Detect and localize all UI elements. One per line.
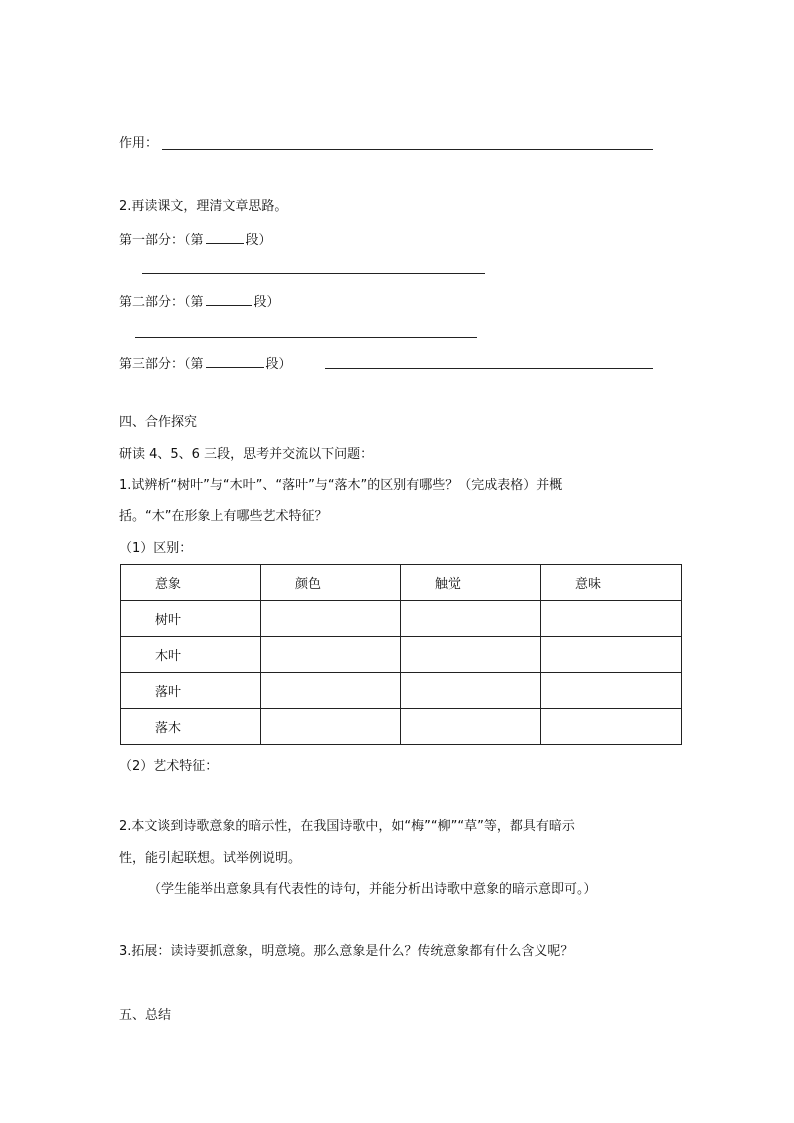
part3-answer-line[interactable] [325,368,653,369]
row-label: 树叶 [155,613,182,628]
sub2-label: （2）艺术特征： [119,759,219,774]
table-header-cell [541,565,682,601]
question2-line2: 性，能引起联想。试举例说明。 [119,851,302,866]
part3-suffix: 段） [265,357,292,372]
table-row [121,709,682,745]
part2-paragraph-blank[interactable] [206,291,252,306]
table-cell[interactable] [261,673,401,709]
table-header-cell [121,565,261,601]
table-row [121,637,682,673]
part1-label: 第一部分：（第 [119,233,204,248]
section4-prompt: 研读 4、5、6 三段，思考并交流以下问题： [119,447,374,462]
table-header-cell [401,565,541,601]
part2-row [119,291,280,312]
part1-answer-line[interactable] [142,273,485,274]
usage-answer-line[interactable] [162,149,653,150]
table-cell[interactable] [541,637,682,673]
sub1-label: （1）区别： [119,541,193,556]
question1-line2: 括。“木”在形象上有哪些艺术特征？ [119,509,328,524]
header-color: 颜色 [295,577,322,592]
table-cell[interactable] [401,601,541,637]
part1-suffix: 段） [245,233,272,248]
row-label: 落叶 [155,685,182,700]
question3: 3.拓展：读诗要抓意象，明意境。那么意象是什么？传统意象都有什么含义呢？ [119,944,574,959]
question2-answer-note: （学生能举出意象具有代表性的诗句，并能分析出诗歌中意象的暗示意即可。） [148,882,597,897]
header-image: 意象 [155,577,182,592]
table-row [121,601,682,637]
comparison-table [120,564,682,745]
section2-intro: 2.再读课文，理清文章思路。 [119,199,288,214]
question2-line1: 2.本文谈到诗歌意象的暗示性，在我国诗歌中，如“梅”“柳”“草”等，都具有暗示 [119,819,575,834]
header-meaning: 意味 [575,577,602,592]
part3-row [119,353,292,374]
part3-label: 第三部分：（第 [119,357,204,372]
part3-paragraph-blank[interactable] [206,353,264,368]
table-header-cell [261,565,401,601]
row-label: 落木 [155,721,182,736]
table-cell[interactable] [401,709,541,745]
table-cell[interactable] [261,601,401,637]
table-cell [121,637,261,673]
table-cell [121,601,261,637]
table-cell[interactable] [261,709,401,745]
part1-paragraph-blank[interactable] [206,229,244,244]
row-label: 木叶 [155,649,182,664]
table-cell[interactable] [541,709,682,745]
header-touch: 触觉 [435,577,462,592]
section4-heading: 四、合作探究 [119,415,198,430]
table-header-row [121,565,682,601]
part1-row [119,229,272,250]
table-cell[interactable] [541,673,682,709]
part2-suffix: 段） [253,295,280,310]
table-cell[interactable] [401,637,541,673]
question1-line1: 1.试辨析“树叶”与“木叶”、“落叶”与“落木”的区别有哪些？（完成表格）并概 [119,478,563,493]
part2-answer-line[interactable] [135,337,477,338]
section5-heading: 五、总结 [119,1008,172,1023]
table-cell [121,709,261,745]
table-row [121,673,682,709]
table-cell [121,673,261,709]
table-cell[interactable] [401,673,541,709]
usage-label: 作用： [119,136,159,151]
part2-label: 第二部分：（第 [119,295,204,310]
table-cell[interactable] [261,637,401,673]
table-cell[interactable] [541,601,682,637]
